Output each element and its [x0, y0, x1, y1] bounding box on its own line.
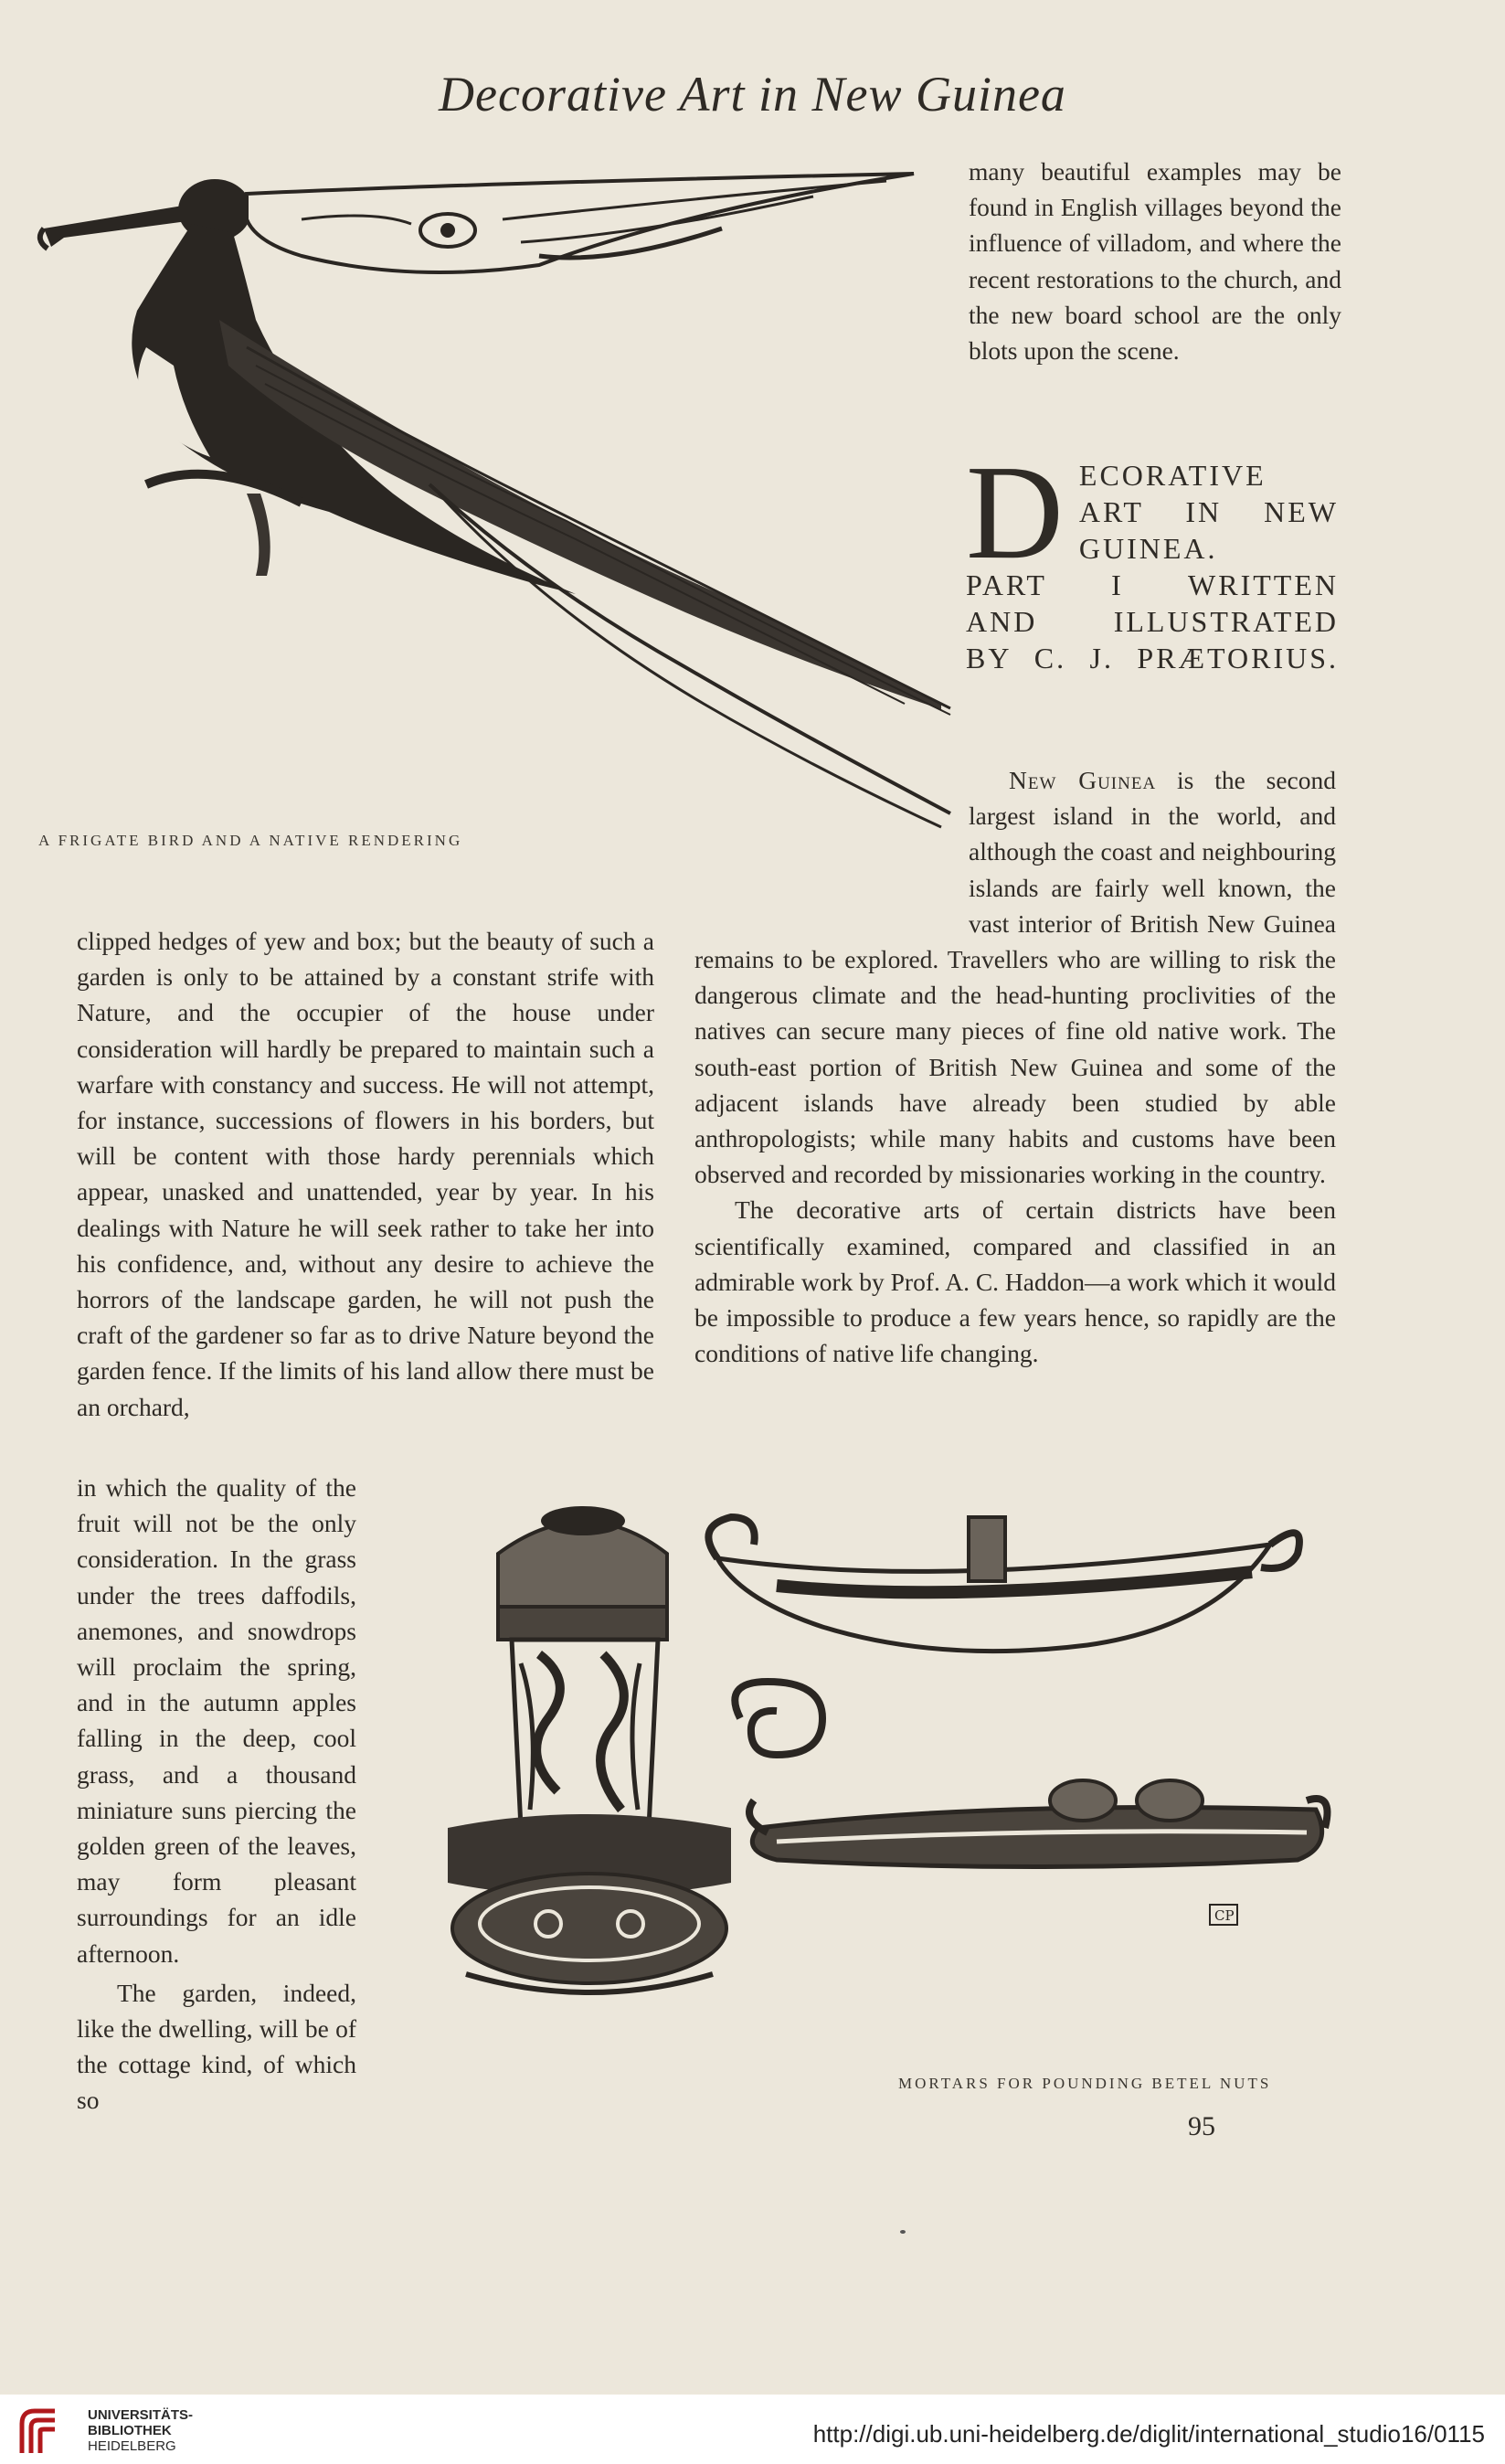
left-paragraph-1-continued: in which the quality of the fruit will not be the only consideration. In the grass under the trees daffodils, anemones, and snowdrops will proclaim the spring, and in the autumn apples falling in the deep, cool grass, and a thousand miniature suns piercing the golden green of the leaves, may form pleasant surroundings for an idle afternoon. — [77, 1473, 356, 1968]
frigate-bird-illustration — [27, 155, 978, 841]
library-name-line-2: BIBLIOTHEK — [88, 2423, 172, 2438]
left-column — [77, 923, 654, 1425]
title-line-6: BY C. J. PRÆTORIUS. — [966, 642, 1339, 674]
footer-bar — [0, 2395, 1505, 2464]
figure-wrap-spacer — [694, 762, 969, 936]
lead-caps: New Guinea — [1009, 766, 1157, 794]
source-url-link[interactable]: http://digi.ub.uni-heidelberg.de/diglit/international_studio16/0115 — [812, 2420, 1485, 2448]
frigate-caption: A FRIGATE BIRD AND A NATIVE RENDERING — [38, 832, 463, 849]
drop-cap: D — [966, 438, 1066, 588]
left-column-narrow — [77, 1470, 356, 2119]
mortars-caption: MORTARS FOR POUNDING BETEL NUTS — [898, 2075, 1272, 2092]
left-paragraph-2: The garden, indeed, like the dwelling, will be of the cottage kind, of which so — [77, 1978, 356, 2115]
library-name — [88, 2407, 193, 2454]
article-body — [694, 762, 1336, 1371]
article-paragraph-1-text: is the second largest island in the world, and although the coast and neighbouring islands are fairly well known, the vast interior of British New Guinea remains to be explored. Travellers who are willing to risk the dangerous climate and the head-hunting proclivities of the natives can secure many pieces of fine old native work. The south-east portion of British New Guinea and some of the adjacent islands have already been studied by able anthropologists; while many habits and customs have been observed and recorded by missionaries working in the country. — [694, 766, 1336, 1189]
library-name-line-3: HEIDELBERG — [88, 2438, 176, 2454]
title-line-2: ART IN NEW — [1078, 495, 1339, 528]
running-title: Decorative Art in New Guinea — [439, 67, 1066, 122]
library-logo-icon — [18, 2406, 77, 2457]
ink-speck — [900, 2230, 906, 2234]
mortars-illustration — [393, 1499, 1334, 2020]
intro-paragraph: many beautiful examples may be found in English villages beyond the influence of villadom, and where the recent restorations to the church, and the new board school are the only blots upon the scene. — [969, 157, 1341, 366]
left-paragraph-1: clipped hedges of yew and box; but the beauty of such a garden is only to be attained by a constant strife with Nature, and the occupier of the house under consideration will hardly be prepared to maintain such a warfare with constancy and success. He will not attempt, for instance, successions of flowers in his borders, but will be content with those hardy perennials which appear, unasked and unattended, year by year. In his dealings with Nature he will seek rather to take her into his confidence, and, without any desire to achieve the horrors of the landscape garden, he will not push the craft of the gardener so far as to drive Nature beyond the garden fence. If the limits of his land allow there must be an orchard, — [77, 927, 654, 1421]
mortar-signature: CP — [1214, 1907, 1235, 1924]
page-number: 95 — [1188, 2111, 1215, 2141]
article-title — [966, 438, 1339, 676]
title-line-4: PART I WRITTEN — [966, 568, 1339, 601]
article-paragraph-2: The decorative arts of certain districts have been scientifically examined, compared and classified in an admirable work by Prof. A. C. Haddon—a work which it would be impossible to produce a few years hence, so rapidly are the conditions of native life changing. — [694, 1195, 1336, 1368]
title-line-3: GUINEA. — [1078, 532, 1218, 565]
title-line-5: AND ILLUSTRATED — [966, 605, 1339, 638]
title-line-1: ECORATIVE — [1078, 459, 1267, 492]
library-name-line-1: UNIVERSITÄTS- — [88, 2407, 194, 2423]
